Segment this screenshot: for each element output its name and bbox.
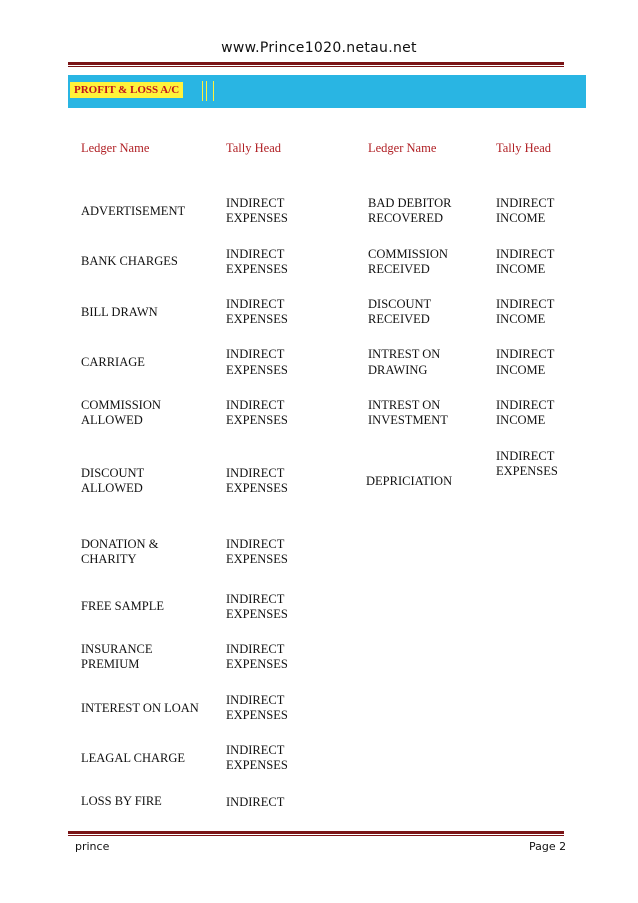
tally-head: INDIRECT EXPENSES [226,592,288,621]
tally-head: INDIRECT EXPENSES [226,537,288,566]
tally-head: INDIRECT EXPENSES [226,347,288,377]
ledger-name: ADVERTISEMENT [81,204,186,218]
banner-separator [213,81,214,101]
ledger-name: FREE SAMPLE [81,599,165,613]
section-title: PROFIT & LOSS A/C [70,82,183,98]
column-header-tally-head: Tally Head [226,141,282,155]
ledger-name: COMMISSION RECEIVED [368,247,448,276]
tally-head: INDIRECT EXPENSES [226,247,288,276]
tally-head: INDIRECT INCOME [496,247,555,276]
ledger-name: BAD DEBITOR RECOVERED [368,196,452,225]
tally-head: INDIRECT EXPENSES [226,398,288,427]
tally-head: INDIRECT INCOME [496,297,555,326]
column-header-ledger-name: Ledger Name [81,141,150,155]
ledger-name: LOSS BY FIRE [81,794,162,808]
ledger-name: INSURANCE PREMIUM [81,642,153,671]
section-banner [68,75,586,108]
footer-rule-thin [68,835,564,836]
tally-head: INDIRECT EXPENSES [496,449,558,478]
column-header-tally-head: Tally Head [496,141,552,155]
header-url: www.Prince1020.netau.net [221,40,417,56]
ledger-name: DONATION & CHARITY [81,537,159,566]
ledger-name: CARRIAGE [81,355,145,369]
column-header-ledger-name: Ledger Name [368,141,437,155]
ledger-name: INTREST ON INVESTMENT [368,398,448,427]
banner-separator [206,81,207,101]
tally-head: INDIRECT EXPENSES [226,642,288,671]
ledger-name: DEPRICIATION [366,474,453,488]
header-rule-thin [68,66,564,67]
ledger-name: INTREST ON DRAWING [368,347,441,377]
tally-head: INDIRECT EXPENSES [226,196,288,225]
tally-head: INDIRECT EXPENSES [226,297,288,326]
footer-rule [68,831,564,834]
ledger-name: LEAGAL CHARGE [81,751,186,765]
tally-head: INDIRECT [226,795,285,809]
ledger-name: INTEREST ON LOAN [81,701,199,715]
banner-separator [202,81,203,101]
tally-head: INDIRECT EXPENSES [226,693,288,722]
tally-head: INDIRECT EXPENSES [226,743,288,772]
footer-author: prince [75,840,110,853]
tally-head: INDIRECT INCOME [496,398,555,427]
ledger-name: DISCOUNT ALLOWED [81,466,145,495]
tally-head: INDIRECT INCOME [496,347,555,377]
tally-head: INDIRECT INCOME [496,196,555,225]
ledger-name: COMMISSION ALLOWED [81,398,161,427]
ledger-name: BILL DRAWN [81,305,158,319]
ledger-name: BANK CHARGES [81,254,178,268]
ledger-name: DISCOUNT RECEIVED [368,297,432,326]
header-rule [68,62,564,65]
tally-head: INDIRECT EXPENSES [226,466,288,495]
page-number: Page 2 [529,840,567,853]
